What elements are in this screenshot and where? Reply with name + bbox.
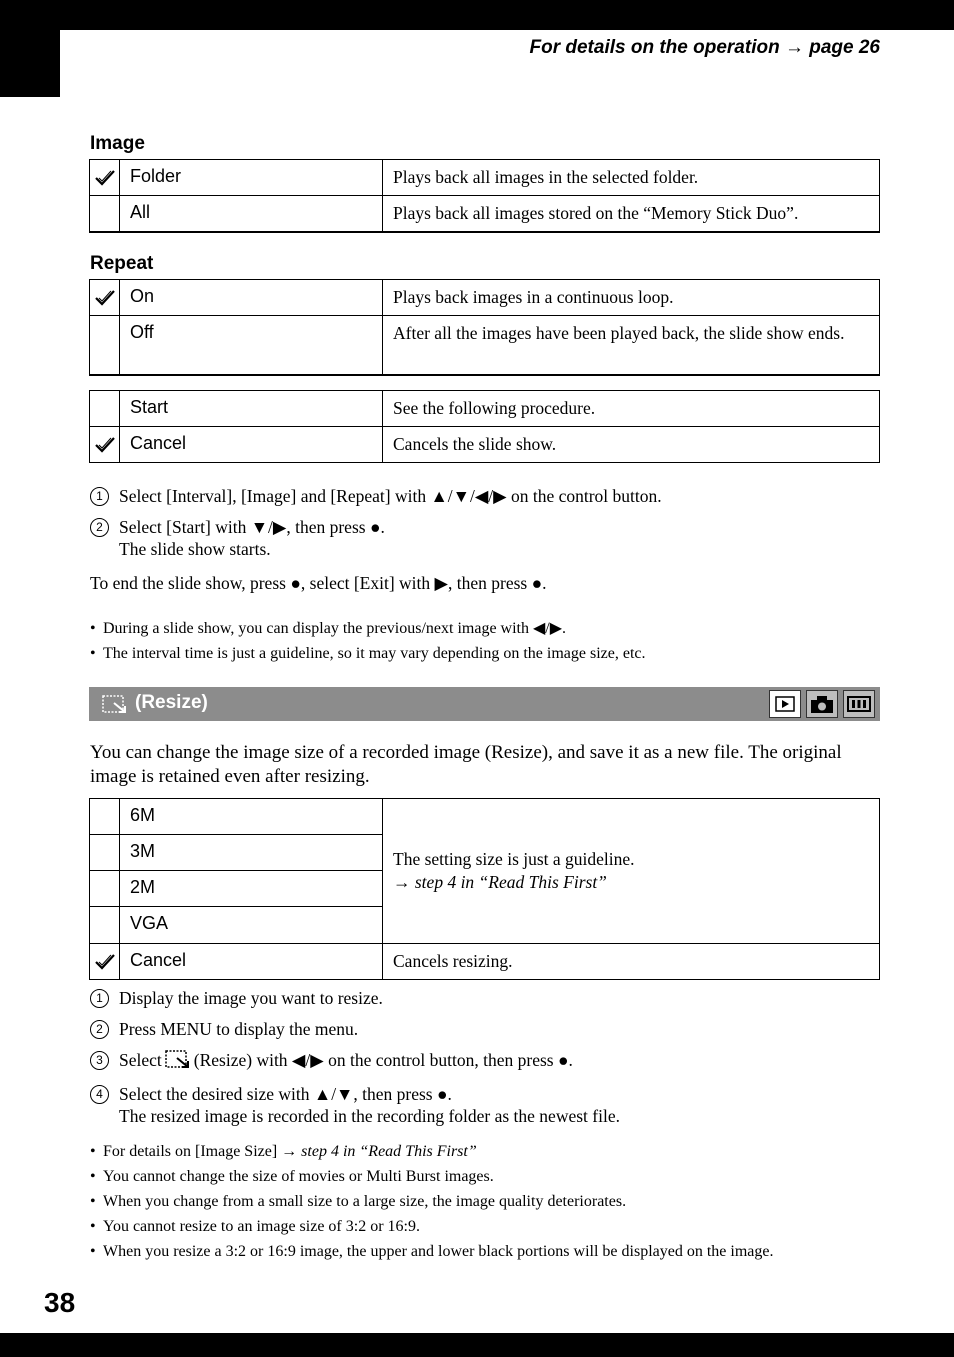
option-desc: Cancels the slide show. [383, 427, 880, 463]
image-section-title: Image [90, 133, 145, 154]
slide-notes [90, 616, 890, 666]
camera-mode-icon [806, 690, 838, 718]
size-option: 6M [120, 799, 383, 835]
check-icon [90, 160, 120, 196]
option-desc: Plays back all images stored on the “Memory Stick Duo”. [383, 196, 880, 232]
option-name: On [120, 280, 383, 316]
operation-reference: For details on the operation → page 26 [529, 37, 880, 58]
size-desc: The setting size is just a guideline. → step 4 in “Read This First” [383, 799, 880, 944]
step-text: Display the image you want to resize. [119, 988, 383, 1008]
step [90, 485, 662, 507]
start-options-table [89, 390, 880, 463]
step-text: Select [Interval], [Image] and [Repeat] with ▲/▼/◀/▶ on the control button. [119, 486, 662, 506]
repeat-section-title: Repeat [90, 253, 154, 274]
playback-mode-icon [769, 690, 801, 718]
step-text: Press MENU to display the menu. [119, 1019, 359, 1039]
resize-steps [90, 987, 620, 1136]
repeat-options-table [89, 279, 880, 376]
step [90, 1018, 620, 1040]
slide-end-text: To end the slide show, press ●, select [Exit] with ▶, then press ●. [90, 573, 547, 593]
image-options-table [89, 159, 880, 233]
step-number: 3 [90, 1051, 109, 1070]
step-text: Select [Start] with ▼/▶, then press ●. [119, 517, 385, 537]
size-option: Cancel [120, 944, 383, 980]
step-number: 2 [90, 1020, 109, 1039]
step-number: 1 [90, 989, 109, 1008]
option-desc: Cancels resizing. [383, 944, 880, 980]
size-option: 2M [120, 871, 383, 907]
step-subtext: The resized image is recorded in the recording folder as the newest file. [119, 1106, 620, 1126]
step-subtext: The slide show starts. [119, 539, 271, 559]
step-number: 4 [90, 1085, 109, 1104]
step: 3 Select (Resize) with ◀/▶ on the control button, then press ●. [90, 1049, 620, 1074]
note-item: • During a slide show, you can display the previous/next image with ◀/▶. [90, 620, 567, 637]
resize-options-table [89, 798, 880, 980]
size-option: VGA [120, 907, 383, 944]
step [90, 516, 662, 560]
bottom-bar [0, 1333, 954, 1357]
option-name: All [120, 196, 383, 232]
check-icon [90, 427, 120, 463]
step [90, 1083, 620, 1127]
note-item: • The interval time is just a guideline, so it may vary depending on the image size, etc. [90, 645, 646, 662]
resize-title: (Resize) [135, 692, 208, 713]
option-name: Folder [120, 160, 383, 196]
step-number: 1 [90, 487, 109, 506]
option-desc: See the following procedure. [383, 391, 880, 427]
size-option: 3M [120, 835, 383, 871]
option-desc: After all the images have been played back, the slide show ends. [383, 316, 880, 375]
option-desc: Plays back images in a continuous loop. [383, 280, 880, 316]
top-corner-block [0, 0, 60, 97]
movie-mode-icon [843, 690, 875, 718]
option-desc: Plays back all images in the selected folder. [383, 160, 880, 196]
note-item: • For details on [Image Size] → step 4 in “Read This First” [90, 1143, 477, 1160]
option-name: Cancel [120, 427, 383, 463]
resize-icon [165, 1050, 191, 1074]
resize-notes [90, 1139, 890, 1264]
resize-icon [102, 695, 128, 719]
option-name: Off [120, 316, 383, 375]
size-reference: → step 4 in “Read This First” [393, 872, 607, 892]
note-item: • You cannot change the size of movies or Multi Burst images. [90, 1168, 494, 1185]
step [90, 987, 620, 1009]
note-item: • When you resize a 3:2 or 16:9 image, the upper and lower black portions will be displayed on the image. [90, 1243, 774, 1260]
check-icon [90, 944, 120, 980]
step-text: Select the desired size with ▲/▼, then press ●. [119, 1084, 452, 1104]
slide-steps [90, 485, 662, 569]
check-icon [90, 280, 120, 316]
top-bar [0, 0, 954, 30]
resize-intro: You can change the image size of a recorded image (Resize), and save it as a new file. The original image is retained even after resizing. [90, 742, 842, 787]
note-item: • You cannot resize to an image size of 3:2 or 16:9. [90, 1218, 420, 1235]
step-number: 2 [90, 518, 109, 537]
resize-banner [89, 687, 880, 721]
option-name: Start [120, 391, 383, 427]
page-number: 38 [44, 1287, 76, 1318]
note-item: • When you change from a small size to a large size, the image quality deteriorates. [90, 1193, 627, 1210]
